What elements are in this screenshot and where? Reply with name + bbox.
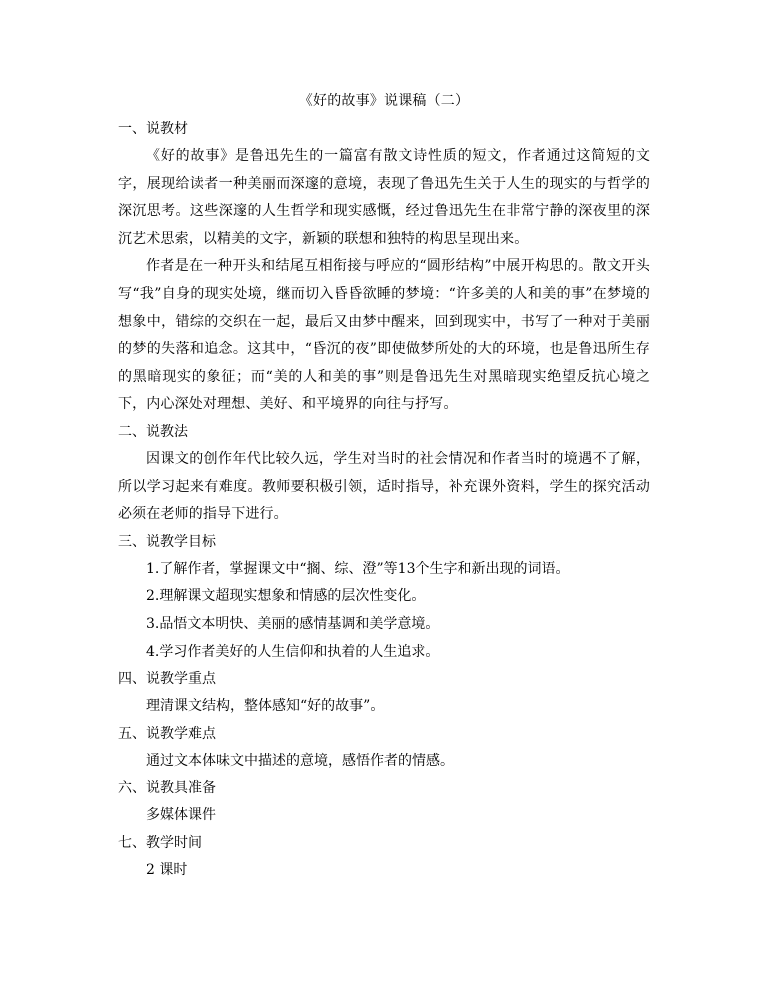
section-heading: 一、说教材 <box>118 121 188 137</box>
section-teaching-time <box>118 830 650 885</box>
document-title: 《好的故事》说课稿（二） <box>298 93 470 109</box>
list-item: 3.品悟文本明快、美丽的感情基调和美学意境。 <box>146 615 440 632</box>
paragraph: 作者是在一种开头和结尾互相衔接与呼应的“圆形结构”中展开构思的。散文开头写“我”自身的现实处境，继而切入昏昏欲睡的梦境：“许多美的人和美的事”在梦境的想象中，错综的交织在一起，最后又由梦中醒来，回到现实中，书写了一种对于美丽的梦的失落和追念。这其中，“昏沉的夜”即使做梦所处的大的环境，也是鲁迅所生存的黑暗现实的象征；而“美的人和美的事”则是鲁迅先生对黑暗现实绝望反抗心境之下，内心深处对理想、美好、和平境界的向往与抒写。 <box>118 258 650 413</box>
section-text: 通过文本体味文中描述的意境，感悟作者的情感。 <box>146 752 454 769</box>
paragraph: 因课文的创作年代比较久远，学生对当时的社会情况和作者当时的境遇不了解，所以学习起来有难度。教师要积极引领，适时指导，补充课外资料，学生的探究活动必须在老师的指导下进行。 <box>118 450 650 523</box>
section-heading: 七、教学时间 <box>118 834 202 851</box>
section-teaching-material <box>118 116 650 419</box>
section-heading: 三、说教学目标 <box>118 533 216 550</box>
section-text: 多媒体课件 <box>146 807 216 824</box>
section-difficulties <box>118 721 650 776</box>
section-heading: 四、说教学重点 <box>118 671 216 688</box>
section-heading: 六、说教具准备 <box>118 780 216 797</box>
section-teaching-goals <box>118 529 650 666</box>
section-teaching-method <box>118 419 650 529</box>
document-page <box>118 88 650 884</box>
section-heading: 二、说教法 <box>118 423 188 440</box>
paragraph: 《好的故事》是鲁迅先生的一篇富有散文诗性质的短文，作者通过这简短的文字，展现给读者一种美丽而深邃的意境，表现了鲁迅先生关于人生的现实的与哲学的深沉思考。这些深邃的人生哲学和现实感慨，经过鲁迅先生在非常宁静的深夜里的深沉艺术思索，以精美的文字，新颖的联想和独特的构思呈现出来。 <box>118 148 650 247</box>
list-item: 4.学习作者美好的人生信仰和执着的人生追求。 <box>146 643 440 660</box>
section-teaching-aids <box>118 775 650 830</box>
section-key-points <box>118 666 650 721</box>
list-item: 2.理解课文超现实想象和情感的层次性变化。 <box>146 588 426 605</box>
section-heading: 五、说教学难点 <box>118 725 216 742</box>
section-text: 理清课文结构，整体感知“好的故事”。 <box>146 698 385 715</box>
section-text: 2 课时 <box>146 861 188 878</box>
list-item: 1.了解作者，掌握课文中“搁、综、澄”等13个生字和新出现的词语。 <box>146 560 570 577</box>
